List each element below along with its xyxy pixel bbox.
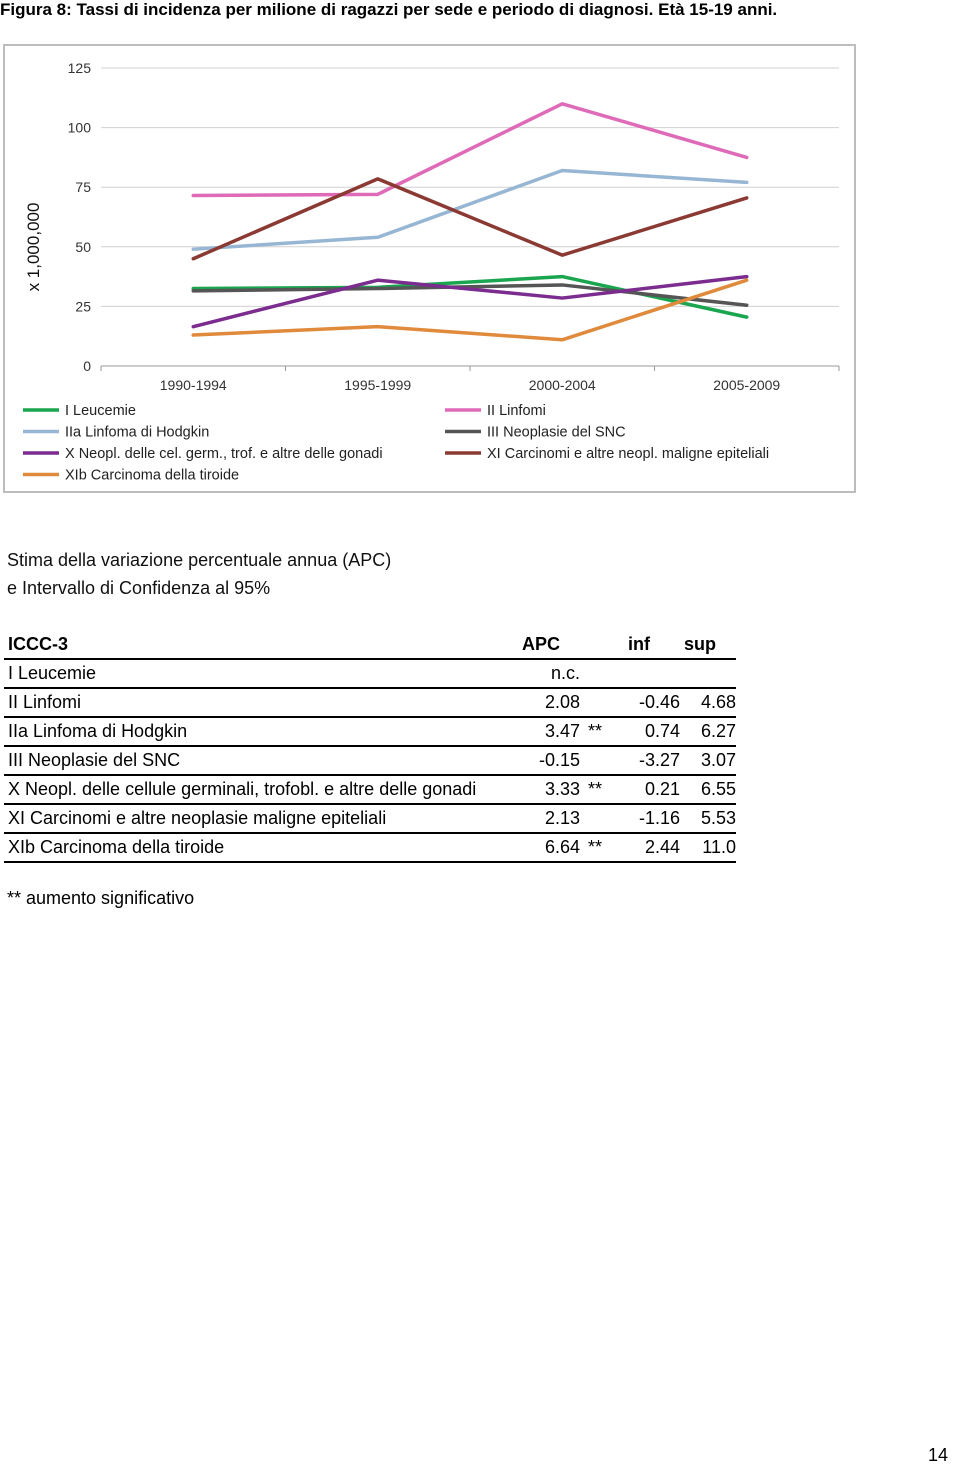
cell-sup: 6.27 (680, 717, 736, 746)
y-tick-label: 50 (75, 238, 91, 255)
cell-sup: 5.53 (680, 804, 736, 833)
y-axis-label: x 1,000,000 (24, 202, 43, 292)
intro-line-1: Stima della variazione percentuale annua (APC) (7, 550, 392, 570)
line-chart (3, 44, 856, 493)
x-tick-label: 2000-2004 (528, 377, 596, 393)
y-tick-label: 0 (83, 358, 91, 374)
apc-table (4, 631, 736, 863)
cell-sig (580, 804, 624, 833)
cell-inf: 0.21 (624, 775, 680, 804)
cell-apc: 2.13 (518, 804, 580, 833)
header-apc: APC (518, 631, 580, 659)
table-row (4, 659, 736, 688)
cell-sup: 4.68 (680, 688, 736, 717)
cell-inf (624, 659, 680, 688)
cell-sup (680, 659, 736, 688)
legend-label: X Neopl. delle cel. germ., trof. e altre delle gonadi (65, 446, 383, 462)
header-sup: sup (680, 631, 736, 659)
cell-sig (580, 746, 624, 775)
x-tick-label: 1995-1999 (344, 377, 412, 393)
cell-sig: ** (580, 833, 624, 862)
table-row (4, 746, 736, 775)
cell-apc: 6.64 (518, 833, 580, 862)
cell-apc: -0.15 (518, 746, 580, 775)
cell-apc: 3.33 (518, 775, 580, 804)
apc-table-body (4, 659, 736, 862)
cell-inf: 2.44 (624, 833, 680, 862)
cell-sig: ** (580, 775, 624, 804)
cell-sup: 11.0 (680, 833, 736, 862)
cell-apc: 3.47 (518, 717, 580, 746)
cell-name: XIb Carcinoma della tiroide (4, 833, 518, 862)
legend-label: XI Carcinomi e altre neopl. maligne epiteliali (487, 446, 770, 462)
y-tick-label: 125 (67, 60, 91, 76)
cell-name: III Neoplasie del SNC (4, 746, 518, 775)
cell-name: II Linfomi (4, 688, 518, 717)
cell-name: IIa Linfoma di Hodgkin (4, 717, 518, 746)
cell-sup: 6.55 (680, 775, 736, 804)
cell-name: X Neopl. delle cellule germinali, trofobl. e altre delle gonadi (4, 775, 518, 804)
table-row (4, 688, 736, 717)
table-row (4, 833, 736, 862)
cell-inf: 0.74 (624, 717, 680, 746)
series-line (193, 104, 747, 196)
legend-label: XIb Carcinoma della tiroide (65, 467, 240, 484)
series-line (193, 277, 747, 327)
header-iccc: ICCC-3 (4, 631, 518, 659)
cell-apc: 2.08 (518, 688, 580, 717)
figure-title: Figura 8: Tassi di incidenza per milione di ragazzi per sede e periodo di diagnosi. Età 15-19 anni. (0, 0, 778, 19)
cell-sig: ** (580, 717, 624, 746)
apc-intro (7, 546, 391, 602)
intro-line-2: e Intervallo di Confidenza al 95% (7, 578, 271, 598)
legend-label: II Linfomi (487, 403, 546, 419)
cell-inf: -1.16 (624, 804, 680, 833)
series-line (193, 171, 747, 250)
legend-label: I Leucemie (65, 403, 136, 419)
cell-name: I Leucemie (4, 659, 518, 688)
cell-sig (580, 688, 624, 717)
y-tick-label: 25 (75, 298, 91, 315)
y-tick-label: 100 (67, 119, 91, 136)
table-row (4, 775, 736, 804)
table-header-row (4, 631, 736, 659)
x-tick-label: 1990-1994 (159, 377, 227, 393)
cell-apc: n.c. (518, 659, 580, 688)
table-row (4, 717, 736, 746)
y-tick-label: 75 (75, 179, 91, 196)
header-inf: inf (624, 631, 680, 659)
x-tick-label: 2005-2009 (713, 377, 781, 393)
legend-label: III Neoplasie del SNC (487, 424, 626, 441)
page-number: 14 (927, 1445, 948, 1465)
cell-inf: -0.46 (624, 688, 680, 717)
cell-name: XI Carcinomi e altre neoplasie maligne epiteliali (4, 804, 518, 833)
chart-svg (5, 46, 854, 491)
cell-sig (580, 659, 624, 688)
footnote: ** aumento significativo (7, 888, 195, 908)
cell-inf: -3.27 (624, 746, 680, 775)
header-sig (580, 631, 624, 659)
legend-label: IIa Linfoma di Hodgkin (65, 424, 210, 441)
cell-sup: 3.07 (680, 746, 736, 775)
table-row (4, 804, 736, 833)
